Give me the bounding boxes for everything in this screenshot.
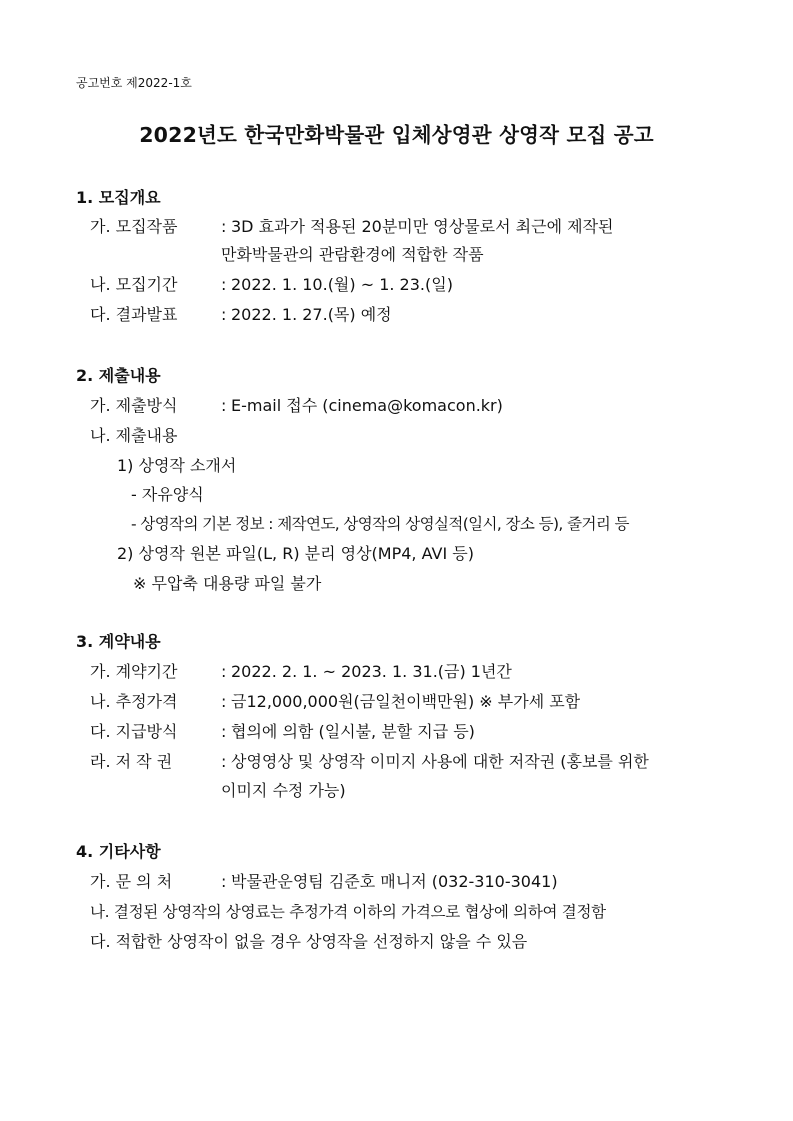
item-label: 가. 모집작품 bbox=[90, 217, 178, 236]
list-item: 다. 적합한 상영작이 없을 경우 상영작을 선정하지 않을 수 있음 bbox=[90, 932, 528, 951]
list-item bbox=[90, 722, 475, 742]
list-item bbox=[90, 396, 503, 416]
item-value: 협의에 의함 (일시불, 분할 지급 등) bbox=[231, 722, 475, 741]
item-separator: : bbox=[221, 217, 227, 236]
item-separator: : bbox=[221, 692, 227, 711]
item-separator: : bbox=[221, 662, 227, 681]
item-separator: : bbox=[221, 752, 227, 771]
item-label: 가. 계약기간 bbox=[90, 662, 178, 681]
list-item bbox=[90, 426, 221, 446]
item-separator: : bbox=[221, 722, 227, 741]
item-value-continued: 이미지 수정 가능) bbox=[221, 781, 346, 800]
list-item bbox=[90, 305, 392, 325]
list-item bbox=[90, 752, 649, 772]
item-value: 금12,000,000원(금일천이백만원) ※ 부가세 포함 bbox=[231, 692, 581, 711]
item-separator: : bbox=[221, 872, 227, 891]
item-value: 박물관운영팀 김준호 매니저 (032-310-3041) bbox=[231, 872, 558, 891]
list-item bbox=[90, 692, 580, 712]
item-value: 2022. 2. 1. ~ 2023. 1. 31.(금) 1년간 bbox=[231, 662, 512, 681]
item-label: 나. 추정가격 bbox=[90, 692, 178, 711]
item-separator: : bbox=[221, 396, 227, 415]
item-label: 나. 제출내용 bbox=[90, 426, 178, 445]
item-value: 3D 효과가 적용된 20분미만 영상물로서 최근에 제작된 bbox=[231, 217, 614, 236]
sub-item: 1) 상영작 소개서 bbox=[117, 456, 237, 475]
item-value: 2022. 1. 27.(목) 예정 bbox=[231, 305, 392, 324]
list-item bbox=[90, 872, 558, 892]
section-heading: 4. 기타사항 bbox=[76, 842, 161, 861]
item-label: 가. 제출방식 bbox=[90, 396, 178, 415]
sub-item: 2) 상영작 원본 파일(L, R) 분리 영상(MP4, AVI 등) bbox=[117, 544, 474, 563]
section-heading: 1. 모집개요 bbox=[76, 188, 161, 207]
item-label: 다. 결과발표 bbox=[90, 305, 178, 324]
notice-number: 공고번호 제2022-1호 bbox=[76, 76, 192, 90]
list-item bbox=[90, 275, 453, 295]
item-label: 다. 지급방식 bbox=[90, 722, 178, 741]
item-separator: : bbox=[221, 305, 227, 324]
item-value: 2022. 1. 10.(월) ~ 1. 23.(일) bbox=[231, 275, 453, 294]
sub-item-detail: - 상영작의 기본 정보 : 제작연도, 상영작의 상영실적(일시, 장소 등), 줄거리 등 bbox=[131, 515, 629, 533]
list-item bbox=[90, 662, 512, 682]
item-value: E-mail 접수 (cinema@komacon.kr) bbox=[231, 396, 503, 415]
item-value-continued: 만화박물관의 관람환경에 적합한 작품 bbox=[221, 245, 484, 264]
item-separator: : bbox=[221, 275, 227, 294]
item-value: 상영영상 및 상영작 이미지 사용에 대한 저작권 (홍보를 위한 bbox=[231, 752, 649, 771]
item-label: 나. 모집기간 bbox=[90, 275, 178, 294]
page-title: 2022년도 한국만화박물관 입체상영관 상영작 모집 공고 bbox=[139, 123, 654, 147]
section-heading: 2. 제출내용 bbox=[76, 366, 161, 385]
item-label: 가. 문 의 처 bbox=[90, 872, 173, 891]
sub-item-note: ※ 무압축 대용량 파일 불가 bbox=[133, 574, 322, 593]
list-item: 나. 결정된 상영작의 상영료는 추정가격 이하의 가격으로 협상에 의하여 결정함 bbox=[90, 903, 606, 921]
list-item bbox=[90, 217, 614, 237]
item-label: 라. 저 작 권 bbox=[90, 752, 173, 771]
section-heading: 3. 계약내용 bbox=[76, 632, 161, 651]
sub-item-detail: - 자유양식 bbox=[131, 485, 204, 504]
